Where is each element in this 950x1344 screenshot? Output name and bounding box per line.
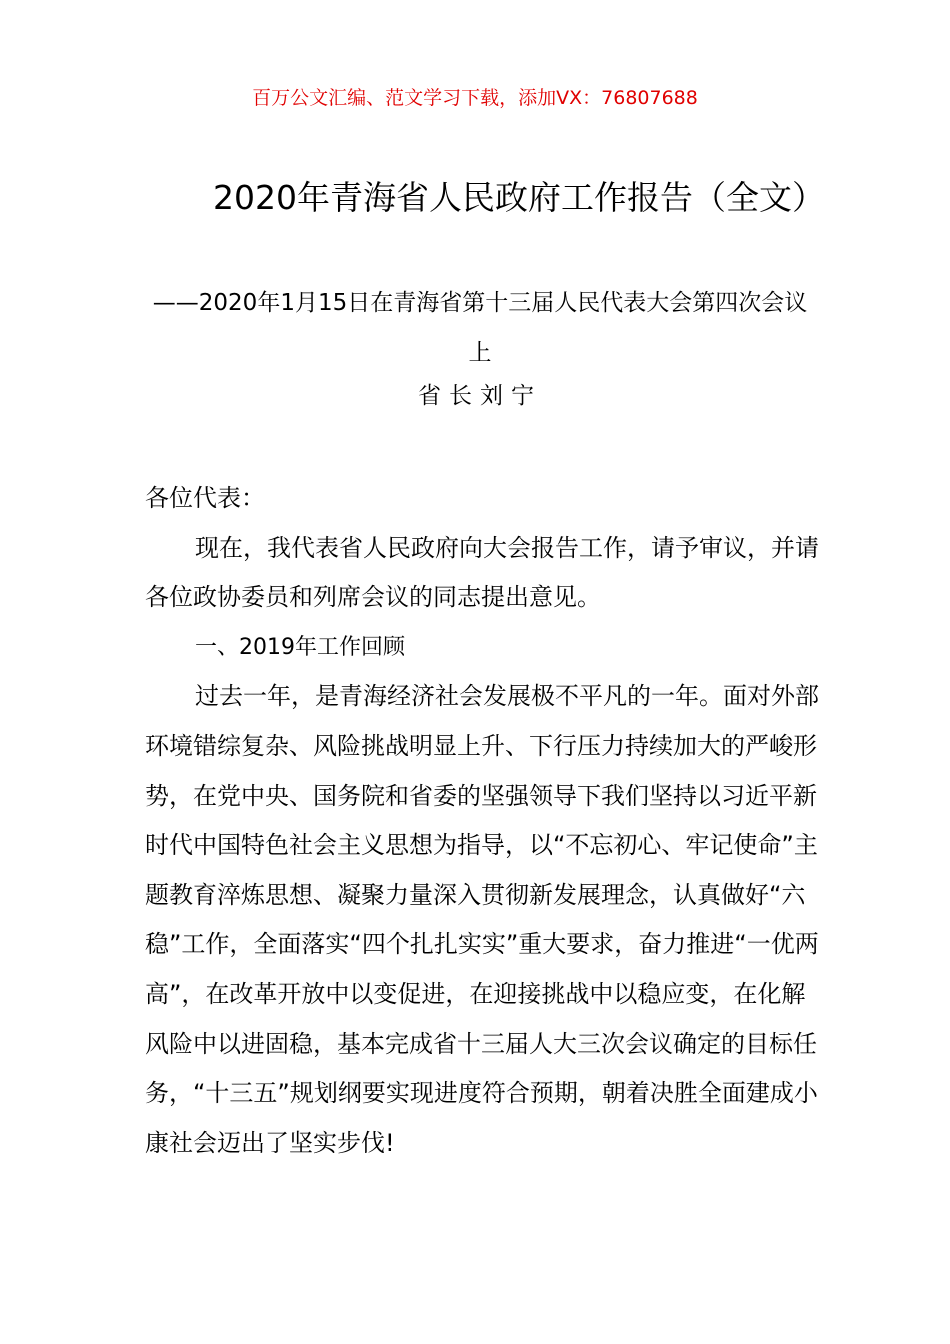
salutation: 各位代表：: [145, 484, 265, 512]
document-body: [145, 474, 825, 1168]
paragraph-intro: 现在，我代表省人民政府向大会报告工作，请予审议，并请各位政协委员和列席会议的同志提出意见。: [145, 533, 819, 612]
document-title: 2020年青海省人民政府工作报告（全文）: [213, 178, 825, 217]
document-subtitle: ——2020年1月15日在青海省第十三届人民代表大会第四次会议上: [152, 290, 808, 366]
section-heading: 一、2019年工作回顾: [195, 634, 405, 660]
document-author: 省长刘宁: [418, 383, 542, 409]
header-note: 百万公文汇编、范文学习下载，添加VX：76807688: [252, 87, 698, 109]
paragraph-review: 过去一年，是青海经济社会发展极不平凡的一年。面对外部环境错综复杂、风险挑战明显上升、下行压力持续加大的严峻形势，在党中央、国务院和省委的坚强领导下我们坚持以习近平新时代中国特色社会主义思想为指导，以“不忘初心、牢记使命”主题教育淬炼思想、凝聚力量深入贯彻新发展理念，认真做好“六稳”工作，全面落实“四个扎扎实实”重大要求，奋力推进“一优两高”，在改革开放中以变促进，在迎接挑战中以稳应变，在化解风险中以进固稳，基本完成省十三届人大三次会议确定的目标任务，“十三五”规划纲要实现进度符合预期，朝着决胜全面建成小康社会迈出了坚实步伐!: [145, 682, 819, 1157]
